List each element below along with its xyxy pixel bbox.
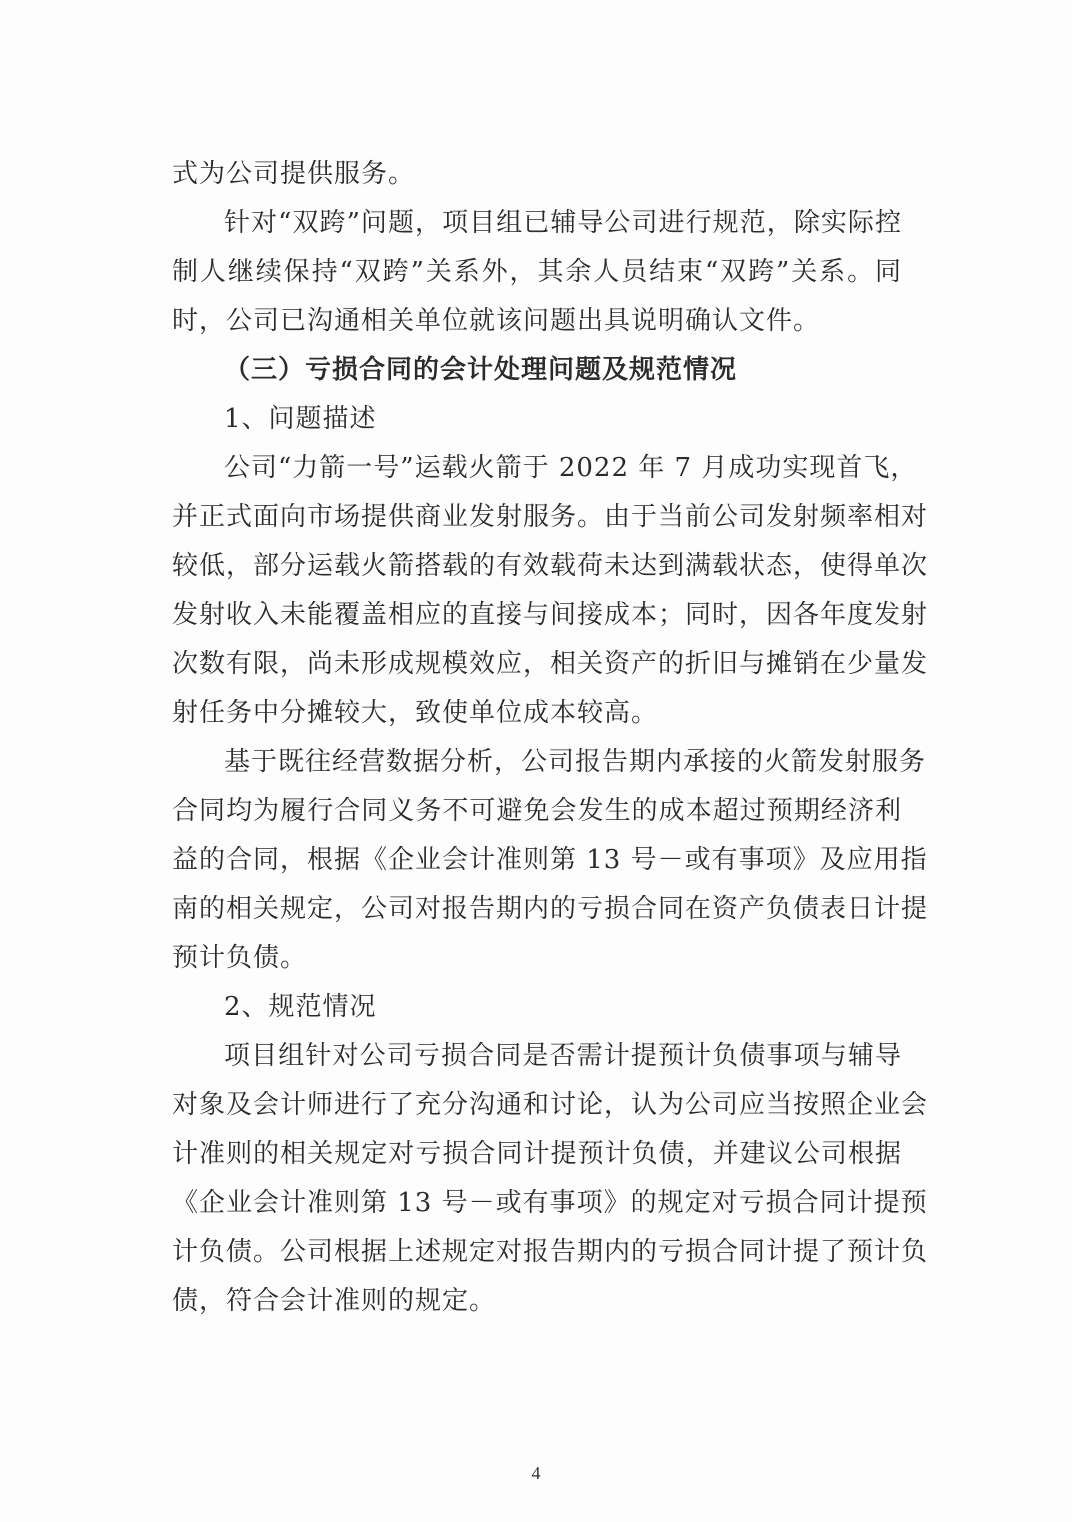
paragraph-line: 计负债。公司根据上述规定对报告期内的亏损合同计提了预计负 — [172, 1237, 929, 1267]
paragraph-line: 发射收入未能覆盖相应的直接与间接成本；同时，因各年度发射 — [172, 600, 929, 630]
paragraph-line: 次数有限，尚未形成规模效应，相关资产的折旧与摊销在少量发 — [172, 649, 929, 679]
paragraph-line: 式为公司提供服务。 — [172, 159, 416, 189]
paragraph-line: 公司“力箭一号”运载火箭于 2022 年 7 月成功实现首飞， — [224, 453, 918, 483]
paragraph-line: 合同均为履行合同义务不可避免会发生的成本超过预期经济利 — [172, 796, 902, 826]
paragraph-line: 南的相关规定，公司对报告期内的亏损合同在资产负债表日计提 — [172, 894, 929, 924]
subsection-heading: 2、规范情况 — [224, 992, 377, 1022]
paragraph-line: 制人继续保持“双跨”关系外，其余人员结束“双跨”关系。同 — [172, 257, 902, 287]
paragraph-line: 计准则的相关规定对亏损合同计提预计负债，并建议公司根据 — [172, 1139, 902, 1169]
paragraph-line: 时，公司已沟通相关单位就该问题出具说明确认文件。 — [172, 306, 821, 336]
section-heading: （三）亏损合同的会计处理问题及规范情况 — [224, 355, 738, 385]
paragraph-line: 基于既往经营数据分析，公司报告期内承接的火箭发射服务 — [224, 747, 927, 777]
paragraph-line: 并正式面向市场提供商业发射服务。由于当前公司发射频率相对 — [172, 502, 929, 532]
paragraph-line: 益的合同，根据《企业会计准则第 13 号－或有事项》及应用指 — [172, 845, 928, 875]
paragraph-line: 预计负债。 — [172, 943, 308, 973]
page-number: 4 — [531, 1463, 541, 1483]
paragraph-line: 较低，部分运载火箭搭载的有效载荷未达到满载状态，使得单次 — [172, 551, 929, 581]
paragraph-line: 《企业会计准则第 13 号－或有事项》的规定对亏损合同计提预 — [172, 1188, 928, 1218]
subsection-heading: 1、问题描述 — [224, 404, 377, 434]
paragraph-line: 针对“双跨”问题，项目组已辅导公司进行规范，除实际控 — [224, 208, 902, 238]
document-body — [172, 150, 929, 1326]
paragraph-line: 对象及会计师进行了充分沟通和讨论，认为公司应当按照企业会 — [172, 1090, 929, 1120]
paragraph-line: 债，符合会计准则的规定。 — [172, 1286, 497, 1316]
paragraph-line: 项目组针对公司亏损合同是否需计提预计负债事项与辅导 — [224, 1041, 902, 1071]
paragraph-line: 射任务中分摊较大，致使单位成本较高。 — [172, 698, 659, 728]
